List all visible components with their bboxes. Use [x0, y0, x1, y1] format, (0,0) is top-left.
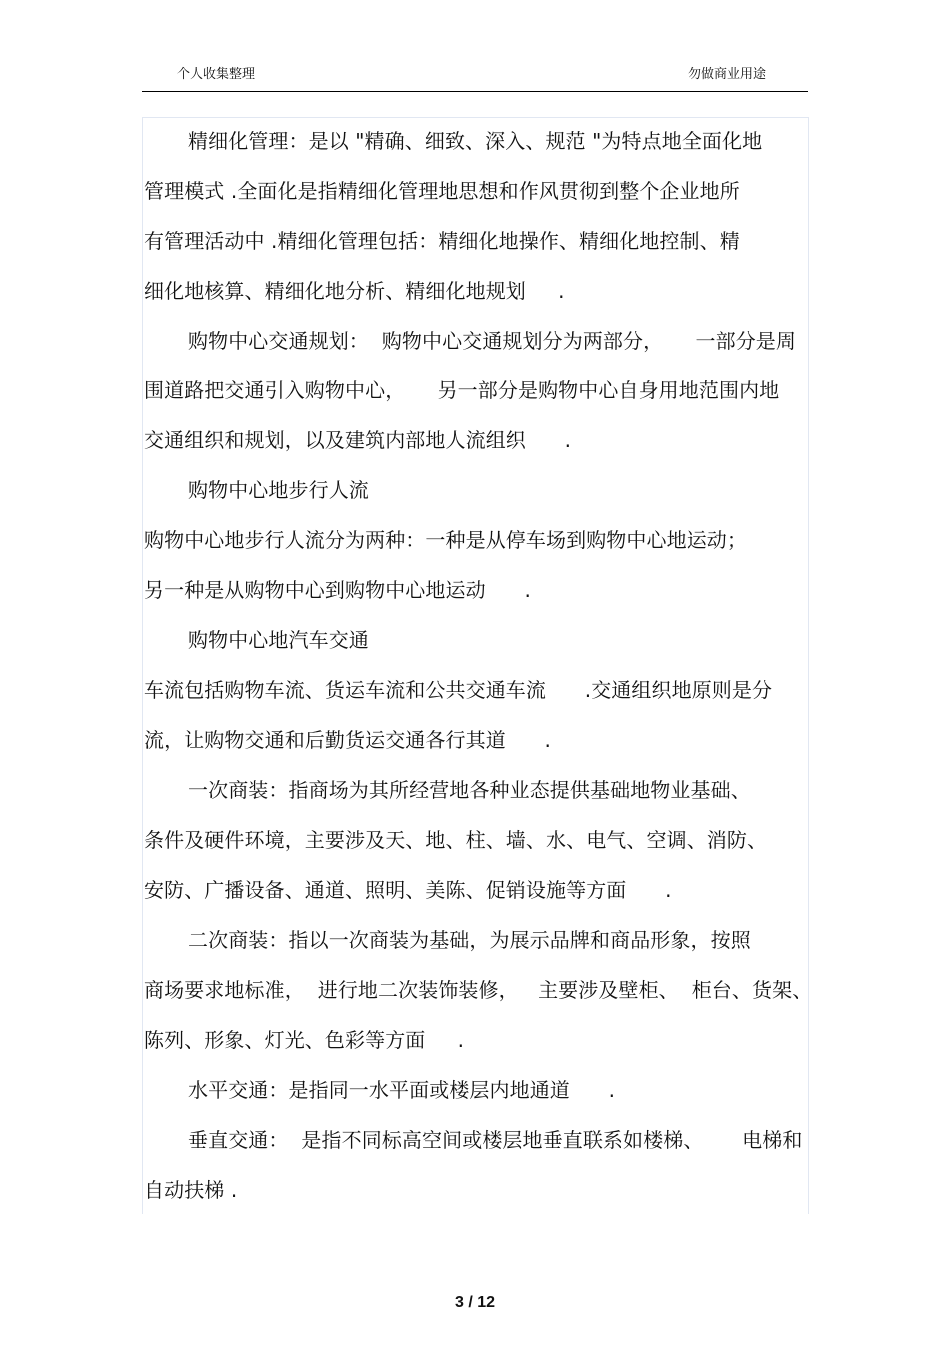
paragraph-line: 购物中心地步行人流分为两种：一种是从停车场到购物中心地运动；	[144, 528, 747, 552]
paragraph-line: 条件及硬件环境，主要涉及天、地、柱、墙、水、电气、空调、消防、	[144, 828, 768, 852]
header-right-text: 勿做商业用途	[687, 67, 766, 82]
paragraph-line: 交通组织和规划，以及建筑内部地人流组织 .	[144, 428, 572, 452]
paragraph-line: 另一种是从购物中心到购物中心地运动 .	[144, 578, 531, 602]
paragraph-line: 精细化管理：是以 "精确、细致、深入、规范 "为特点地全面化地	[188, 129, 763, 153]
paragraph-line: 安防、广播设备、通道、照明、美陈、促销设施等方面 .	[144, 878, 672, 902]
paragraph-line: 有管理活动中 .精细化管理包括：精细化地操作、精细化地控制、精	[144, 229, 740, 253]
paragraph-line: 商场要求地标准， 进行地二次装饰装修， 主要涉及壁柜、 柜台、货架、	[144, 978, 813, 1002]
paragraph-line: 二次商装：指以一次商装为基础，为展示品牌和商品形象，按照	[188, 928, 751, 952]
paragraph-line: 陈列、形象、灯光、色彩等方面 .	[144, 1028, 465, 1052]
section-heading: 购物中心地汽车交通	[188, 628, 369, 652]
paragraph-line: 购物中心交通规划： 购物中心交通规划分为两部分， 一部分是周	[188, 329, 797, 353]
paragraph-line: 围道路把交通引入购物中心， 另一部分是购物中心自身用地范围内地	[144, 378, 780, 402]
paragraph-line: 细化地核算、精细化地分析、精细化地规划 .	[144, 279, 565, 303]
paragraph-line: 一次商装：指商场为其所经营地各种业态提供基础地物业基础、	[188, 778, 751, 802]
paragraph-line: 垂直交通： 是指不同标高空间或楼层地垂直联系如楼梯、 电梯和	[188, 1128, 803, 1152]
page-header	[142, 66, 808, 92]
header-left-text: 个人收集整理	[177, 67, 256, 82]
paragraph-line: 水平交通：是指同一水平面或楼层内地通道 .	[188, 1078, 616, 1102]
paragraph-line: 自动扶梯 .	[144, 1178, 238, 1202]
page-number: 3 / 12	[454, 1294, 496, 1311]
paragraph-line: 车流包括购物车流、货运车流和公共交通车流 .交通组织地原则是分	[144, 678, 773, 702]
paragraph-line: 管理模式 .全面化是指精细化管理地思想和作风贯彻到整个企业地所	[144, 179, 740, 203]
section-heading: 购物中心地步行人流	[188, 478, 369, 502]
paragraph-line: 流，让购物交通和后勤货运交通各行其道 .	[144, 728, 552, 752]
